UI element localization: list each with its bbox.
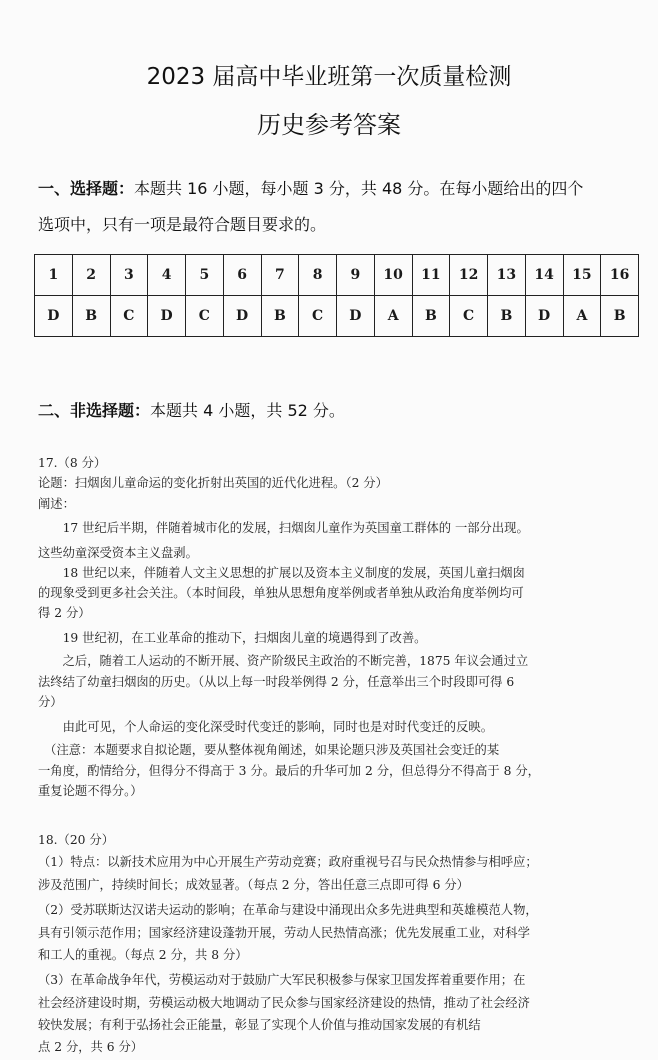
question-number-cell: 5 [186, 255, 224, 296]
answer-letter-cell: A [563, 296, 601, 337]
answer-letter-cell: B [412, 296, 450, 337]
answer-letter-cell: B [601, 296, 639, 337]
section1-heading: 一、选择题： [38, 179, 135, 198]
question-number-cell: 2 [72, 255, 110, 296]
question-number-cell: 16 [601, 255, 639, 296]
answer-letter-cell: C [450, 296, 488, 337]
q17-line: 17.（8 分） [38, 456, 107, 470]
question-number-cell: 4 [148, 255, 186, 296]
q17-line: 论题：扫烟囱儿童命运的变化折射出英国的近代化进程。（2 分） [38, 476, 388, 490]
section1-heading-line [38, 176, 583, 199]
question-number-cell: 13 [488, 255, 526, 296]
q18-line: （3）在革命战争年代，劳模运动对于鼓励广大军民积极参与保家卫国发挥着重要作用；在 [38, 973, 526, 987]
q18-line: 具有引领示范作用；国家经济建设蓬勃开展，劳动人民热情高涨；优先发展重工业，对科学 [38, 926, 530, 940]
answer-letter-cell: C [110, 296, 148, 337]
answer-letter-cell: D [35, 296, 73, 337]
q17-line: 之后，随着工人运动的不断开展、资产阶级民主政治的不断完善，1875 年议会通过立 [38, 654, 529, 668]
page-title: 2023 届高中毕业班第一次质量检测 [146, 64, 512, 90]
question-number-cell: 6 [223, 255, 261, 296]
question-number-cell: 11 [412, 255, 450, 296]
q17-line: 18 世纪以来，伴随着人文主义思想的扩展以及资本主义制度的发展，英国儿童扫烟囱 [38, 566, 525, 580]
answer-letter-cell: B [72, 296, 110, 337]
q17-line: 19 世纪初，在工业革命的推动下，扫烟囱儿童的境遇得到了改善。 [38, 631, 427, 645]
answer-letter-cell: D [223, 296, 261, 337]
question-number-cell: 1 [35, 255, 73, 296]
q18-line: 点 2 分，共 6 分） [38, 1040, 144, 1054]
q18-line: （2）受苏联斯达汉诺夫运动的影响；在革命与建设中涌现出众多先进典型和英雄模范人物， [38, 903, 538, 917]
answer-number-row [35, 255, 639, 296]
answer-letter-cell: B [488, 296, 526, 337]
q17-line: （注意：本题要求自拟论题，要从整体视角阐述，如果论题只涉及英国社会变迁的某 [38, 743, 500, 757]
question-number-cell: 8 [299, 255, 337, 296]
answer-letter-cell: A [374, 296, 412, 337]
question-number-cell: 15 [563, 255, 601, 296]
section2-heading-line [38, 398, 345, 421]
question-number-cell: 12 [450, 255, 488, 296]
answer-letter-cell: D [525, 296, 563, 337]
q18-line: 涉及范围广，持续时间长；成效显著。（每点 2 分，答出任意三点即可得 6 分） [38, 878, 469, 892]
answer-letter-cell: B [261, 296, 299, 337]
q17-line: 阐述： [38, 497, 75, 511]
q18-line: 和工人的重视。（每点 2 分，共 8 分） [38, 948, 248, 962]
answer-letter-row [35, 296, 639, 337]
q17-line: 重复论题不得分。） [38, 784, 143, 798]
question-number-cell: 9 [337, 255, 375, 296]
page-subtitle: 历史参考答案 [257, 111, 401, 139]
question-number-cell: 7 [261, 255, 299, 296]
q17-line: 一角度，酌情给分，但得分不得高于 3 分。最后的升华可加 2 分，但总得分不得高于 8 分， [38, 764, 540, 778]
question-number-cell: 10 [374, 255, 412, 296]
answer-table [34, 254, 639, 337]
answer-letter-cell: D [148, 296, 186, 337]
answer-letter-cell: C [186, 296, 224, 337]
q17-line: 这些幼童深受资本主义盘剥。 [38, 546, 198, 560]
q18-line: （1）特点：以新技术应用为中心开展生产劳动竞赛；政府重视号召与民众热情参与相呼应； [38, 855, 538, 869]
q17-line: 分） [38, 695, 63, 709]
q18-line: 18.（20 分） [38, 833, 115, 847]
q17-line: 得 2 分） [38, 606, 91, 620]
section1-desc-line2: 选项中，只有一项是最符合题目要求的。 [38, 215, 327, 234]
q18-line: 社会经济建设时期，劳模运动极大地调动了民众参与国家经济建设的热情，推动了社会经济 [38, 996, 530, 1010]
q18-line: 较快发展；有利于弘扬社会正能量，彰显了实现个人价值与推动国家发展的有机结 [38, 1018, 481, 1032]
q17-line: 的现象受到更多社会关注。（本时间段，单独从思想角度举例或者单独从政治角度举例均可 [38, 586, 524, 600]
answer-letter-cell: C [299, 296, 337, 337]
answer-letter-cell: D [337, 296, 375, 337]
question-number-cell: 3 [110, 255, 148, 296]
section2-desc: 本题共 4 小题，共 52 分。 [150, 401, 345, 420]
q17-line: 由此可见，个人命运的变化深受时代变迁的影响，同时也是对时代变迁的反映。 [38, 720, 493, 734]
section2-heading: 二、非选择题： [38, 401, 151, 420]
q17-line: 17 世纪后半期，伴随着城市化的发展，扫烟囱儿童作为英国童工群体的 一部分出现。 [38, 521, 529, 535]
q17-line: 法终结了幼童扫烟囱的历史。（从以上每一时段举例得 2 分，任意举出三个时段即可得 6 [38, 675, 515, 689]
section1-desc-line1: 本题共 16 小题，每小题 3 分，共 48 分。在每小题给出的四个 [134, 179, 584, 198]
question-number-cell: 14 [525, 255, 563, 296]
